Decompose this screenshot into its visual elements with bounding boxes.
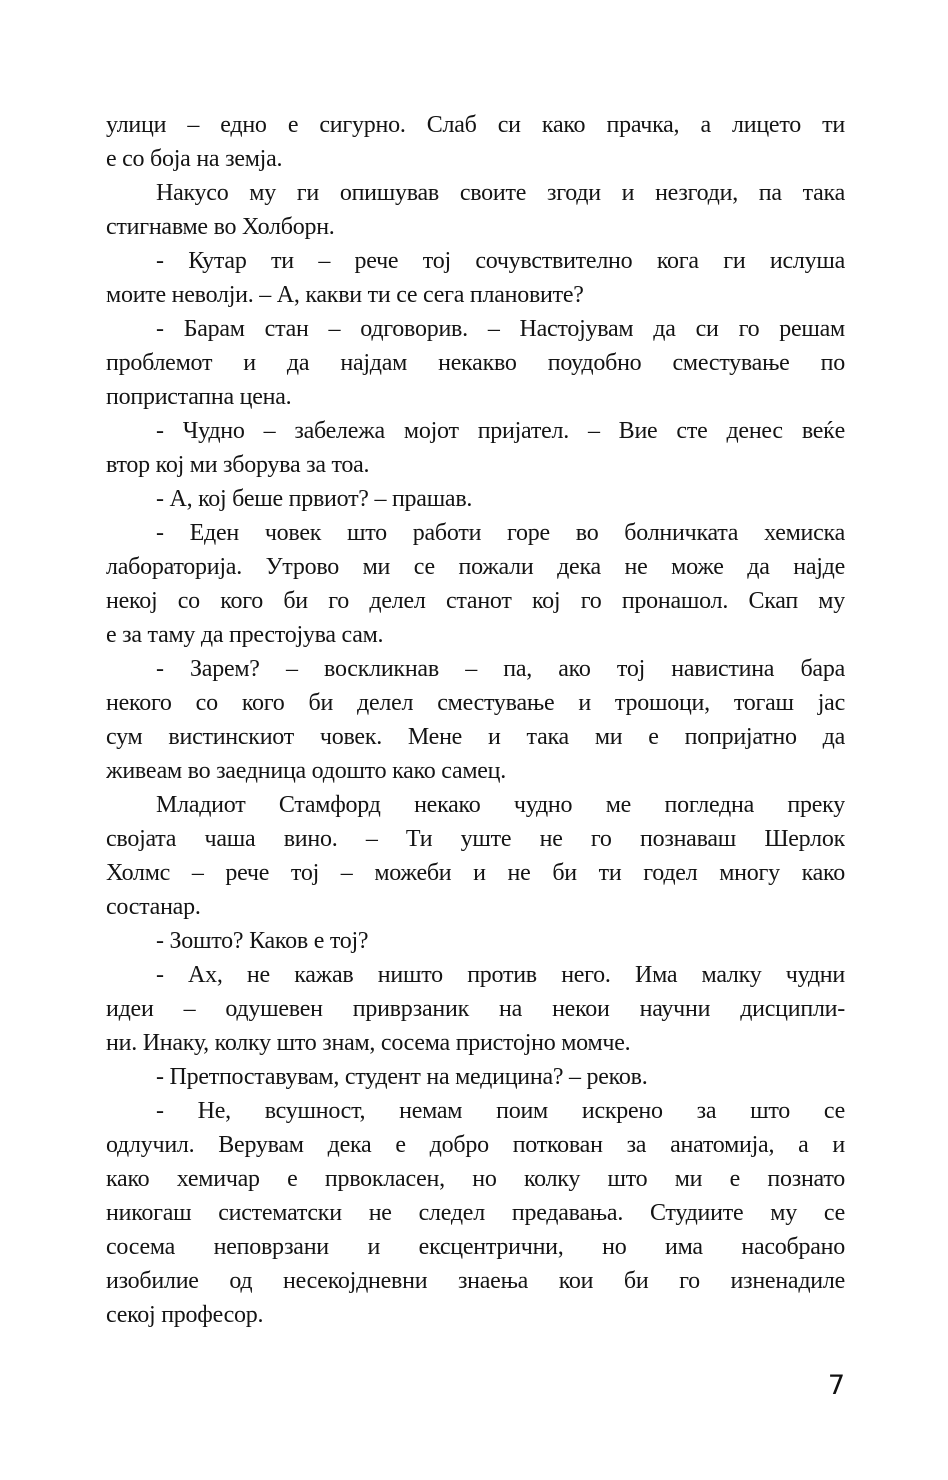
text-line: состанар. (106, 894, 201, 920)
text-line: Холмс – рече тој – можеби и не би ти годел многу како (106, 860, 845, 886)
paragraph (106, 652, 845, 788)
page-text (106, 108, 845, 1332)
paragraph (106, 924, 845, 958)
paragraph (106, 788, 845, 924)
text-line: попристапна цена. (106, 384, 292, 410)
text-line: како хемичар е првокласен, но колку што ми е познато (106, 1166, 845, 1192)
paragraph (106, 1094, 845, 1332)
text-line: - Зарем? – воскликнав – па, ако тој навистина бара (156, 656, 845, 682)
text-line: - Претпоставувам, студент на медицина? – реков. (156, 1064, 648, 1090)
text-line: секој професор. (106, 1302, 264, 1328)
paragraph (106, 244, 845, 312)
text-line: - Барам стан – одговорив. – Настојувам да си го решам (156, 316, 845, 342)
text-line: втор кој ми зборува за тоа. (106, 452, 370, 478)
paragraph (106, 108, 845, 176)
paragraph (106, 958, 845, 1060)
page-number: 7 (827, 1370, 845, 1401)
paragraph (106, 176, 845, 244)
paragraph (106, 1060, 845, 1094)
paragraph (106, 516, 845, 652)
text-line: својата чаша вино. – Ти уште не го познаваш Шерлок (106, 826, 845, 852)
text-line: моите неволји. – А, какви ти се сега плановите? (106, 282, 584, 308)
text-line: - Чудно – забележа мојот пријател. – Вие сте денес веќе (156, 418, 845, 444)
text-line: - А, кој беше првиот? – прашав. (156, 486, 473, 512)
text-line: Младиот Стамфорд некако чудно ме погледна преку (156, 792, 845, 818)
text-line: Накусо му ги опишував своите згоди и незгоди, па така (156, 180, 845, 206)
text-line: лабораторија. Утрово ми се пожали дека не може да најде (106, 554, 845, 580)
text-line: улици – едно е сигурно. Слаб си како прачка, а лицето ти (106, 112, 845, 138)
text-line: - Зошто? Каков е тој? (156, 928, 369, 954)
paragraph (106, 312, 845, 414)
text-line: - Ах, не кажав ништо против него. Има малку чудни (156, 962, 845, 988)
text-line: изобилие од несекојдневни знаења кои би го изненадиле (106, 1268, 845, 1294)
text-line: никогаш систематски не следел предавања. Студиите му се (106, 1200, 845, 1226)
text-line: живеам во заедница одошто како самец. (106, 758, 507, 784)
text-line: некој со кого би го делел станот кој го пронашол. Скап му (106, 588, 845, 614)
text-line: стигнавме во Холборн. (106, 214, 335, 240)
text-line: идеи – одушевен приврзаник на некои научни дисципли- (106, 996, 845, 1022)
text-line: - Еден човек што работи горе во болничката хемиска (156, 520, 845, 546)
text-line: одлучил. Верувам дека е добро поткован за анатомија, а и (106, 1132, 845, 1158)
text-line: - Не, всушност, немам поим искрено за што се (156, 1098, 845, 1124)
text-line: е за таму да престојува сам. (106, 622, 384, 648)
text-line: е со боја на земја. (106, 146, 283, 172)
paragraph (106, 482, 845, 516)
text-line: сосема неповрзани и ексцентрични, но има насобрано (106, 1234, 845, 1260)
paragraph (106, 414, 845, 482)
text-line: ни. Инаку, колку што знам, сосема пристојно момче. (106, 1030, 631, 1056)
text-line: сум вистинскиот човек. Мене и така ми е попријатно да (106, 724, 845, 750)
text-line: некого со кого би делел сместување и трошоци, тогаш јас (106, 690, 845, 716)
text-line: - Кутар ти – рече тој сочувствително кога ги ислуша (156, 248, 845, 274)
text-line: проблемот и да најдам некакво поудобно сместување по (106, 350, 845, 376)
